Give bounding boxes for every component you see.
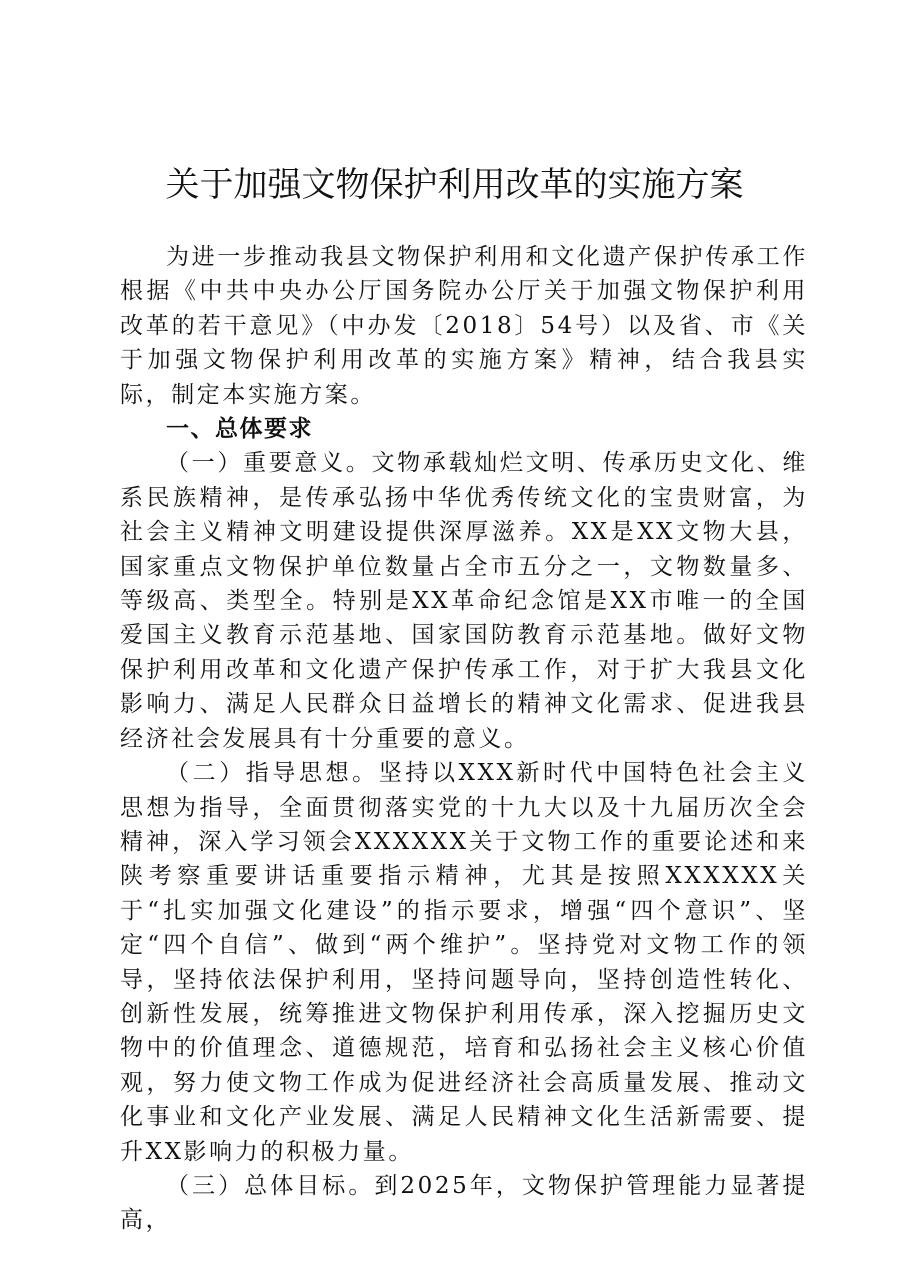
paragraph-guiding-ideology: （二）指导思想。坚持以XXX新时代中国特色社会主义思想为指导，全面贯彻落实党的十九大以及十九届历次全会精神，深入学习领会XXXXXX关于文物工作的重要论述和来陕考察重要讲话重要指示精神，尤其是按照XXXXXX关于“扎实加强文化建设”的指示要求，增强“四个意识”、坚定“四个自信”、做到“两个维护”。坚持党对文物工作的领导，坚持依法保护利用，坚持问题导向，坚持创造性转化、创新性发展，统筹推进文物保护利用传承，深入挖掘历史文物中的价值理念、道德规范，培育和弘扬社会主义核心价值观，努力使文物工作成为促进经济社会高质量发展、推动文化事业和文化产业发展、满足人民精神文化生活新需要、提升XX影响力的积极力量。 xyxy=(120,760,808,1165)
paragraph-significance: （一）重要意义。文物承载灿烂文明、传承历史文化、维系民族精神，是传承弘扬中华优秀传统文化的宝贵财富，为社会主义精神文明建设提供深厚滋养。XX是XX文物大县，国家重点文物保护单位数量占全市五分之一，文物数量多、等级高、类型全。特别是XX革命纪念馆是XX市唯一的全国爱国主义教育示范基地、国家国防教育示范基地。做好文物保护利用改革和文化遗产保护传承工作，对于扩大我县文化影响力、满足人民群众日益增长的精神文化需求、促进我县经济社会发展具有十分重要的意义。 xyxy=(120,450,808,752)
document-body xyxy=(120,240,808,1238)
section-heading-general-requirements: 一、总体要求 xyxy=(166,416,313,443)
paragraph-overall-goal: （三）总体目标。到2025年，文物保护管理能力显著提高， xyxy=(120,1172,808,1234)
intro-paragraph: 为进一步推动我县文物保护利用和文化遗产保护传承工作根据《中共中央办公厅国务院办公厅关于加强文物保护利用改革的若干意见》（中办发〔2018〕54号）以及省、市《关于加强文物保护利用改革的实施方案》精神，结合我县实际，制定本实施方案。 xyxy=(120,244,808,408)
document-title: 关于加强文物保护利用改革的实施方案 xyxy=(165,165,744,205)
